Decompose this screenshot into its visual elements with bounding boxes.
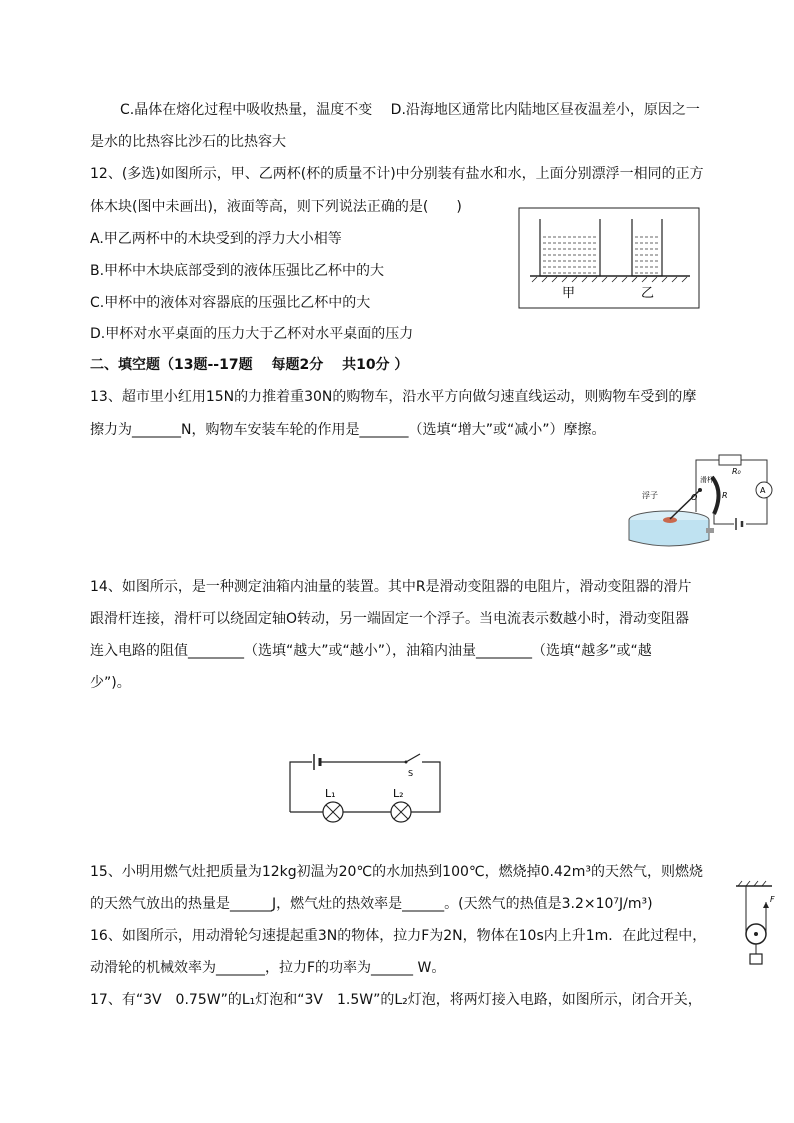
q14-text-cont1: 跟滑杆连接，滑杆可以绕固定轴O转动，另一端固定一个浮子。当电流表示数越小时，滑动变阻器: [90, 611, 690, 627]
switch-s: [406, 754, 420, 762]
q12-title-cont: 体木块(图中未画出)，液面等高，则下列说法正确的是( ): [90, 199, 462, 215]
q11-option-c-d: C.晶体在熔化过程中吸收热量，温度不变 D.沿海地区通常比内陆地区昼夜温差小，原因之一: [120, 102, 700, 118]
label-r0: R₀: [732, 467, 741, 476]
q12-option-b: B.甲杯中木块底部受到的液体压强比乙杯中的大: [90, 263, 385, 279]
fuel-gauge-figure: [624, 452, 774, 554]
q15-text-cont: 的天然气放出的热量是______J，燃气灶的热效率是______。(天然气的热值是3.2×10⁷J/m³): [90, 896, 653, 912]
float-icon: [663, 517, 677, 523]
faucet-icon: [706, 528, 714, 533]
circuit-figure: [280, 750, 450, 832]
q12-option-d: D.甲杯对水平桌面的压力大于乙杯对水平桌面的压力: [90, 326, 414, 342]
label-a: A: [760, 486, 766, 495]
q13-text: 13、超市里小红用15N的力推着重30N的购物车，沿水平方向做匀速直线运动，则购物车受到的摩: [90, 389, 697, 405]
cup-yi-liquid: [635, 237, 659, 273]
cups-figure: [518, 207, 700, 309]
q12-option-a: A.甲乙两杯中的木块受到的浮力大小相等: [90, 231, 342, 247]
tank-body: [629, 520, 709, 546]
circuit-wire-right: [411, 762, 440, 812]
label-o: O: [691, 493, 698, 502]
q16-text: 16、如图所示，用动滑轮匀速提起重3N的物体，拉力F为2N，物体在10s内上升1m．在此过程中，: [90, 928, 707, 944]
cup-yi: [632, 219, 662, 276]
label-rod: 滑杆: [700, 476, 714, 484]
label-l1: L₁: [325, 787, 336, 800]
q16-text-cont: 动滑轮的机械效率为_______，拉力F的功率为______ W。: [90, 960, 446, 976]
label-float: 浮子: [642, 491, 658, 500]
pulley-figure: [734, 880, 786, 970]
table-hatch: [532, 277, 687, 282]
q12-option-c: C.甲杯中的液体对容器底的压强比乙杯中的大: [90, 295, 371, 311]
q11-option-d-cont: 是水的比热容比沙石的比热容大: [90, 134, 286, 150]
cup-jia: [540, 219, 600, 276]
cups-figure-frame: [519, 208, 699, 308]
force-arrow-icon: [763, 902, 769, 908]
resistor-r0: [719, 455, 741, 465]
q14-text-cont2: 连入电路的阻值________（选填“越大”或“越小”），油箱内油量________（选填“越多”或“越: [90, 643, 652, 659]
circuit-wire-left: [290, 762, 312, 812]
q13-text-cont: 擦力为_______N，购物车安装车轮的作用是_______（选填“增大”或“减小”）摩擦。: [90, 422, 606, 438]
label-yi: 乙: [641, 286, 655, 301]
label-jia: 甲: [562, 286, 576, 301]
label-f: F: [770, 895, 775, 904]
load-block: [750, 954, 762, 964]
q17-text: 17、有“3V 0.75W”的L₁灯泡和“3V 1.5W”的L₂灯泡，将两灯接入电路，如图所示，闭合开关，: [90, 992, 702, 1008]
cup-jia-liquid: [543, 237, 597, 273]
circuit-wire-2: [714, 514, 734, 524]
label-r: R: [722, 491, 728, 500]
q14-text-cont3: 少”)。: [90, 675, 131, 691]
q12-title: 12、(多选)如图所示，甲、乙两杯(杯的质量不计)中分别装有盐水和水，上面分别漂浮一相同的正方: [90, 166, 704, 182]
q15-text: 15、小明用燃气灶把质量为12kg初温为20℃的水加热到100℃，燃烧掉0.42m³的天然气，则燃烧: [90, 864, 704, 880]
pivot-o: [698, 488, 702, 492]
q14-text: 14、如图所示，是一种测定油箱内油量的装置。其中R是滑动变阻器的电阻片，滑动变阻器的滑片: [90, 579, 692, 595]
label-l2: L₂: [393, 787, 404, 800]
label-s: S: [408, 769, 414, 778]
section-title-fill-blank: 二、填空题（13题--17题 每题2分 共10分 ）: [90, 357, 409, 373]
